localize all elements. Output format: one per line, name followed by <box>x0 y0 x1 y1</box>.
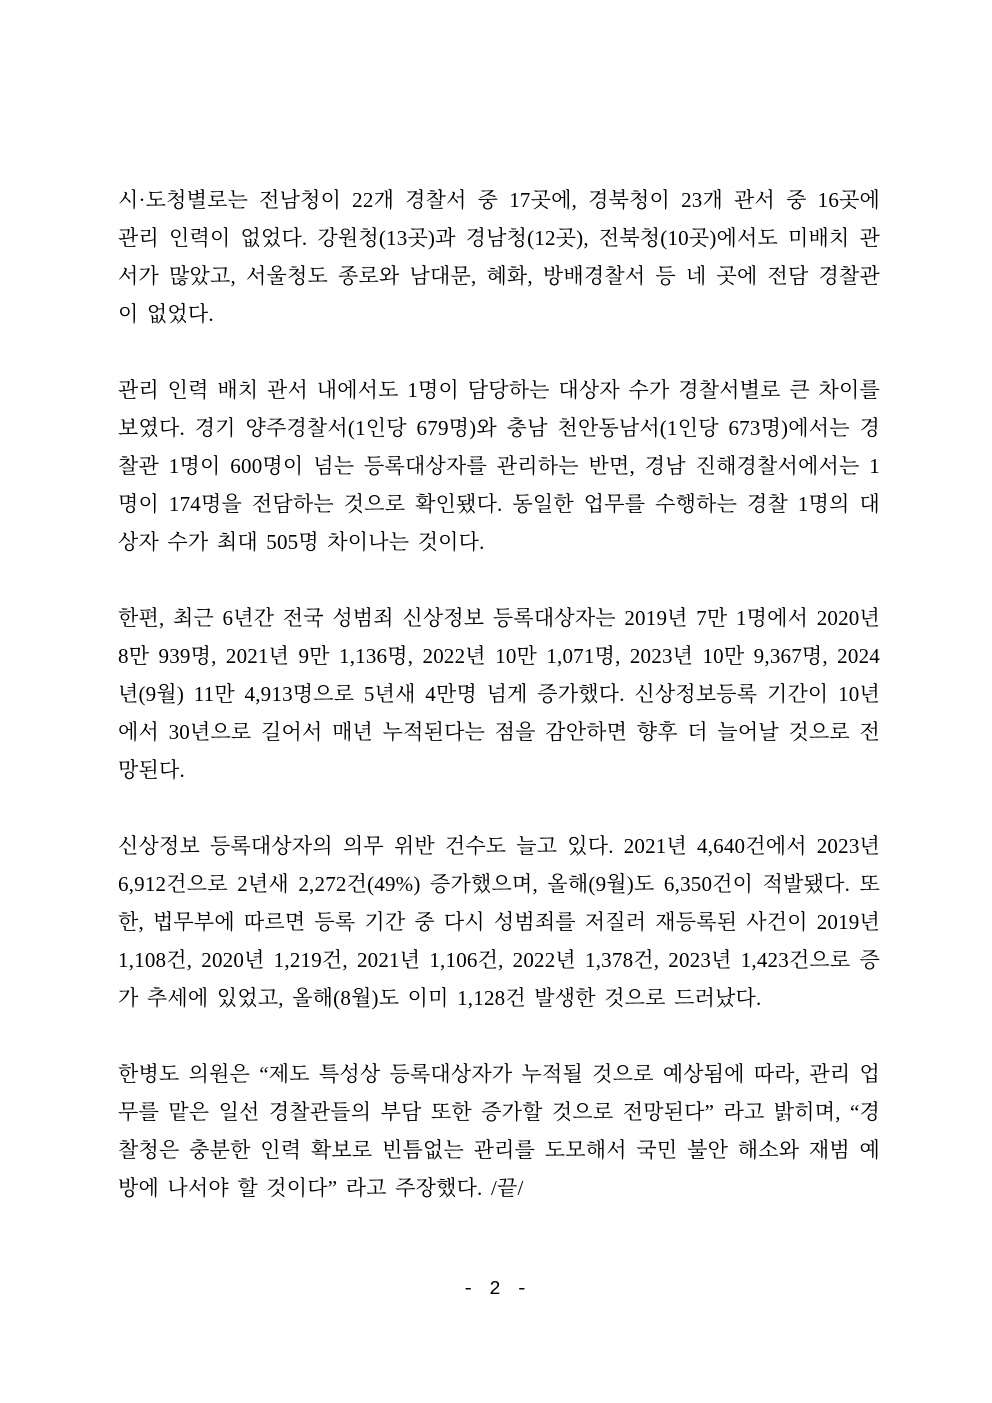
page-footer <box>0 1278 992 1300</box>
paragraph-violation-and-reregistration-cases: 신상정보 등록대상자의 의무 위반 건수도 늘고 있다. 2021년 4,640건에서 2023년 6,912건으로 2년새 2,272건(49%) 증가했으며, 올해(9월)도 6,350건이 적발됐다. 또한, 법무부에 따르면 등록 기간 중 다시 성범죄를 저질러 재등록된 사건이 2019년 1,108건, 2020년 1,219건, 2021년 1,106건, 2022년 1,378건, 2023년 1,423건으로 증가 추세에 있었고, 올해(8월)도 이미 1,128건 발생한 것으로 드러났다. <box>118 834 880 1010</box>
page-number: - 2 - <box>462 1278 530 1300</box>
paragraph-regional-offices-without-staff: 시·도청별로는 전남청이 22개 경찰서 중 17곳에, 경북청이 23개 관서 중 16곳에 관리 인력이 없었다. 강원청(13곳)과 경남청(12곳), 전북청(10곳)에서도 미배치 관서가 많았고, 서울청도 종로와 남대문, 혜화, 방배경찰서 등 네 곳에 전담 경찰관이 없었다. <box>118 188 880 326</box>
paragraph-registrant-growth: 한편, 최근 6년간 전국 성범죄 신상정보 등록대상자는 2019년 7만 1명에서 2020년 8만 939명, 2021년 9만 1,136명, 2022년 10만 1,071명, 2023년 10만 9,367명, 2024년(9월) 11만 4,913명으로 5년새 4만명 넘게 증가했다. 신상정보등록 기간이 10년에서 30년으로 길어서 매년 누적된다는 점을 감안하면 향후 더 늘어날 것으로 전망된다. <box>118 606 880 782</box>
paragraph-lawmaker-statement: 한병도 의원은 “제도 특성상 등록대상자가 누적될 것으로 예상됨에 따라, 관리 업무를 맡은 일선 경찰관들의 부담 또한 증가할 것으로 전망된다” 라고 밝히며, “경찰청은 충분한 인력 확보로 빈틈없는 관리를 도모해서 국민 불안 해소와 재범 예방에 나서야 할 것이다” 라고 주장했다. /끝/ <box>118 1062 880 1200</box>
document-body <box>118 181 880 1207</box>
paragraph-officer-workload-gap: 관리 인력 배치 관서 내에서도 1명이 담당하는 대상자 수가 경찰서별로 큰 차이를 보였다. 경기 양주경찰서(1인당 679명)와 충남 천안동남서(1인당 673명)에서는 경찰관 1명이 600명이 넘는 등록대상자를 관리하는 반면, 경남 진해경찰서에서는 1명이 174명을 전담하는 것으로 확인됐다. 동일한 업무를 수행하는 경찰 1명의 대상자 수가 최대 505명 차이나는 것이다. <box>118 378 880 554</box>
